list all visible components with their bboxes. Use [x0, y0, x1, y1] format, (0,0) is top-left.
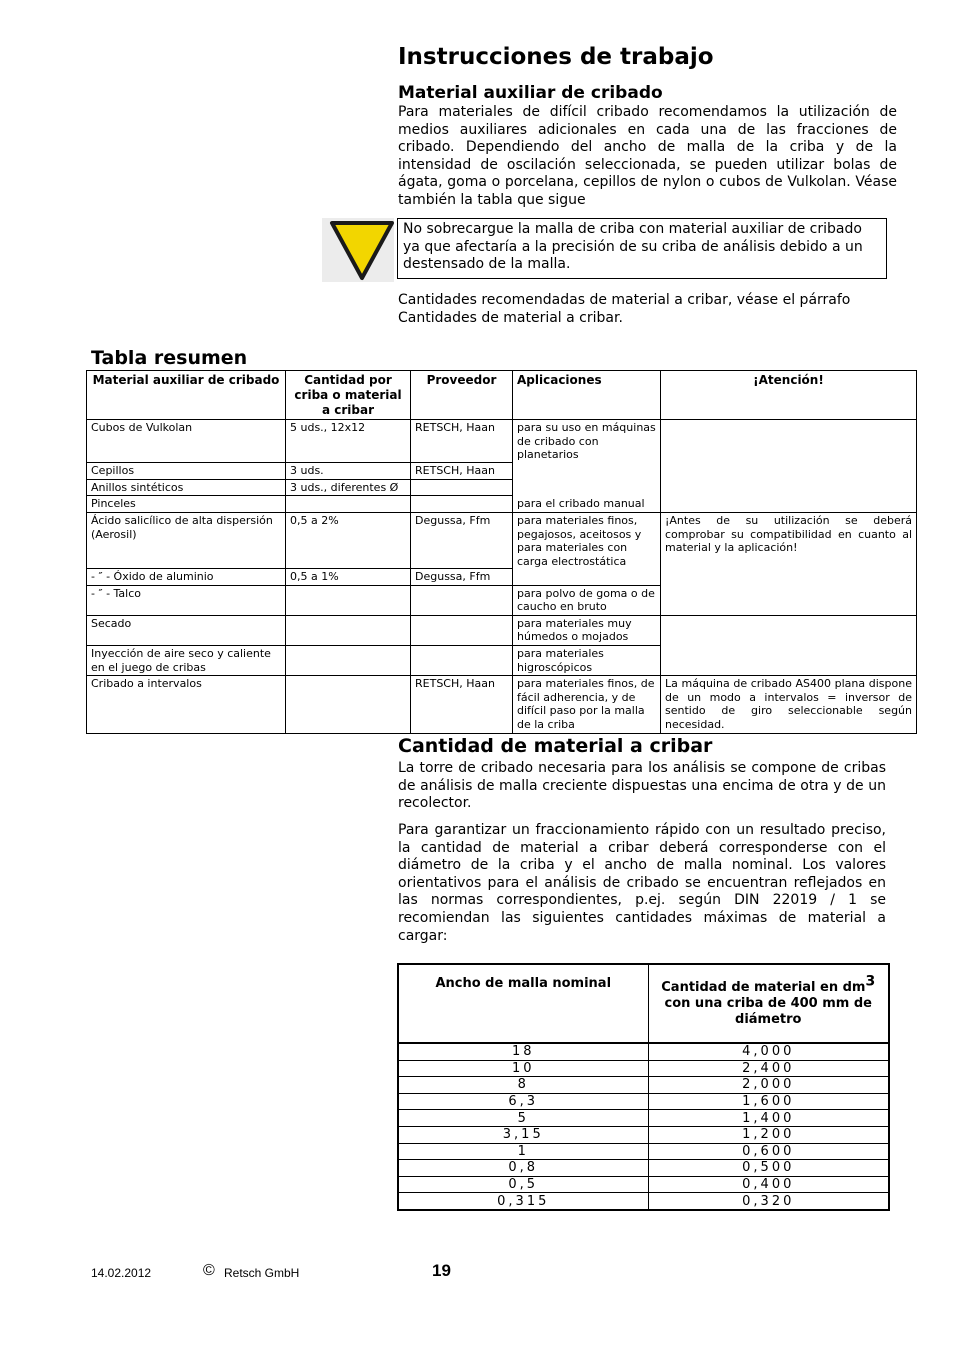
cell-malla: 6,3: [398, 1093, 648, 1110]
header-cantidad-rest: con una criba de 400 mm de diámetro: [664, 995, 872, 1027]
cell-proveedor: RETSCH, Haan: [411, 463, 513, 480]
page-title: Instrucciones de trabajo: [398, 44, 714, 70]
cell-cantidad-material: 0,400: [648, 1176, 889, 1193]
cell-cantidad-material: 1,200: [648, 1126, 889, 1143]
cell-aplicacion: para materiales finos, de fácil adherencia, y de difícil paso por la malla de la criba: [513, 676, 661, 733]
col-header-proveedor: Proveedor: [411, 371, 513, 420]
cell-atencion-empty: [661, 420, 917, 513]
cell-proveedor: [411, 615, 513, 645]
header-cantidad-sup: 3: [865, 973, 876, 990]
cell-material: Secado: [87, 615, 286, 645]
summary-table: [86, 370, 917, 734]
cell-aplicacion: para polvo de goma o de caucho en bruto: [513, 585, 661, 615]
table-row: [398, 1060, 889, 1077]
cell-aplicacion-empty: [513, 479, 661, 496]
table-row: [398, 1160, 889, 1177]
cell-malla: 1: [398, 1143, 648, 1160]
warning-triangle-icon: [322, 218, 394, 282]
table-row: [87, 615, 917, 645]
cell-cantidad: 3 uds.: [286, 463, 411, 480]
col-header-atencion: ¡Atención!: [661, 371, 917, 420]
cell-cantidad: 0,5 a 2%: [286, 513, 411, 569]
col-header-cantidad-material: [648, 964, 889, 1043]
cell-material: Cribado a intervalos: [87, 676, 286, 733]
cell-material: Ácido salicílico de alta dispersión (Aerosil): [87, 513, 286, 569]
cell-proveedor: RETSCH, Haan: [411, 420, 513, 463]
cell-cantidad: [286, 496, 411, 513]
cell-cantidad: 0,5 a 1%: [286, 569, 411, 586]
cell-material: Cepillos: [87, 463, 286, 480]
cell-atencion-empty: [661, 615, 917, 675]
cell-cantidad: 5 uds., 12x12: [286, 420, 411, 463]
cell-atencion: La máquina de cribado AS400 plana dispone de un modo a intervalos = inversor de sentido de giro seleccionable según necesidad.: [661, 676, 917, 733]
col-header-cantidad: Cantidad por criba o material a cribar: [286, 371, 411, 420]
cell-aplicacion: para materiales finos, pegajosos, aceitosos y para materiales con carga electrostática: [513, 513, 661, 586]
table-row: [398, 1176, 889, 1193]
col-header-aplicaciones: Aplicaciones: [513, 371, 661, 420]
table-row: [398, 1126, 889, 1143]
cell-cantidad-material: 0,500: [648, 1160, 889, 1177]
cell-material: Cubos de Vulkolan: [87, 420, 286, 463]
cell-aplicacion-empty: [513, 463, 661, 480]
footer-date: 14.02.2012: [91, 1266, 152, 1280]
aux-paragraph: Para materiales de difícil cribado recomendamos la utilización de medios auxiliares adicionales en cada una de las fracciones de cribado. Dependiendo del ancho de malla de la criba y de la intensidad de oscilación seleccionada, se pueden utilizar bolas de ágata, goma o porcelana, cepillos de nylon o cubos de Vulkolan. Véase también la tabla que sigue: [398, 104, 897, 208]
cell-cantidad-material: 1,600: [648, 1093, 889, 1110]
cell-malla: 0,8: [398, 1160, 648, 1177]
cell-proveedor: [411, 646, 513, 676]
cell-proveedor: RETSCH, Haan: [411, 676, 513, 733]
cell-malla: 3,15: [398, 1126, 648, 1143]
cell-malla: 18: [398, 1043, 648, 1060]
cell-aplicacion: para el cribado manual: [513, 496, 661, 513]
cell-malla: 8: [398, 1077, 648, 1094]
cell-aplicacion: para materiales higroscópicos: [513, 646, 661, 676]
summary-heading: Tabla resumen: [91, 347, 248, 369]
cell-malla: 0,5: [398, 1176, 648, 1193]
table-row: [398, 1043, 889, 1060]
cell-proveedor: [411, 479, 513, 496]
cell-material: Inyección de aire seco y caliente en el juego de cribas: [87, 646, 286, 676]
page-number: 19: [432, 1261, 451, 1280]
cell-cantidad: [286, 646, 411, 676]
cell-malla: 5: [398, 1110, 648, 1127]
cell-malla: 10: [398, 1060, 648, 1077]
cell-cantidad-material: 1,400: [648, 1110, 889, 1127]
cell-material: - ″ - Óxido de aluminio: [87, 569, 286, 586]
cell-malla: 0,315: [398, 1193, 648, 1210]
table-row: [398, 1193, 889, 1210]
cantidad-paragraph-2: Para garantizar un fraccionamiento rápido con un resultado preciso, la cantidad de material a cribar deberá corresponderse con el diámetro de la criba y el ancho de malla nominal. Los valores orientativos para el análisis de cribado se encuentran reflejados en las normas correspondientes, p.ej. según DIN 22019 / 1 se recomiendan las siguientes cantidades máximas de material a cargar:: [398, 822, 886, 944]
cell-cantidad-material: 0,600: [648, 1143, 889, 1160]
table-row: [87, 513, 917, 569]
cell-proveedor: Degussa, Ffm: [411, 513, 513, 569]
col-header-material: Material auxiliar de cribado: [87, 371, 286, 420]
table-row: [398, 1143, 889, 1160]
cell-cantidad-material: 2,000: [648, 1077, 889, 1094]
cell-cantidad-material: 4,000: [648, 1043, 889, 1060]
table-row: [398, 1110, 889, 1127]
section-heading-aux: Material auxiliar de cribado: [398, 83, 663, 103]
cantidad-paragraph-1: La torre de cribado necesaria para los análisis se compone de cribas de análisis de malla creciente dispuestas una encima de otra y de un recolector.: [398, 760, 886, 812]
cell-cantidad: [286, 585, 411, 615]
cell-proveedor: [411, 496, 513, 513]
cell-proveedor: [411, 585, 513, 615]
table-row: [398, 1077, 889, 1094]
cell-cantidad-material: 2,400: [648, 1060, 889, 1077]
cell-cantidad-material: 0,320: [648, 1193, 889, 1210]
cell-aplicacion: para materiales muy húmedos o mojados: [513, 615, 661, 645]
cell-cantidad: 3 uds., diferentes Ø: [286, 479, 411, 496]
mesh-table-body: [398, 1043, 889, 1210]
table-row: [398, 1093, 889, 1110]
warning-box: No sobrecargue la malla de criba con material auxiliar de cribado ya que afectaría a la precisión de su criba de análisis debido a un destensado de la malla.: [397, 218, 887, 279]
quantity-note: Cantidades recomendadas de material a cribar, véase el párrafo Cantidades de material a cribar.: [398, 292, 851, 326]
cell-proveedor: Degussa, Ffm: [411, 569, 513, 586]
cell-material: Pinceles: [87, 496, 286, 513]
cell-atencion: ¡Antes de su utilización se deberá comprobar su compatibilidad en cuanto al material y la aplicación!: [661, 513, 917, 616]
cell-material: - ″ - Talco: [87, 585, 286, 615]
mesh-quantity-table: [397, 963, 890, 1211]
section-heading-cantidad: Cantidad de material a cribar: [398, 735, 713, 757]
cell-aplicacion: para su uso en máquinas de cribado con planetarios: [513, 420, 661, 463]
table-row: [87, 676, 917, 733]
footer-company: Retsch GmbH: [224, 1266, 300, 1280]
cell-cantidad: [286, 676, 411, 733]
copyright-icon: ©: [203, 1262, 215, 1279]
cell-cantidad: [286, 615, 411, 645]
col-header-malla: Ancho de malla nominal: [398, 964, 648, 1043]
header-cantidad-main: Cantidad de material en dm: [661, 979, 866, 995]
cell-material: Anillos sintéticos: [87, 479, 286, 496]
table-row: [87, 420, 917, 463]
